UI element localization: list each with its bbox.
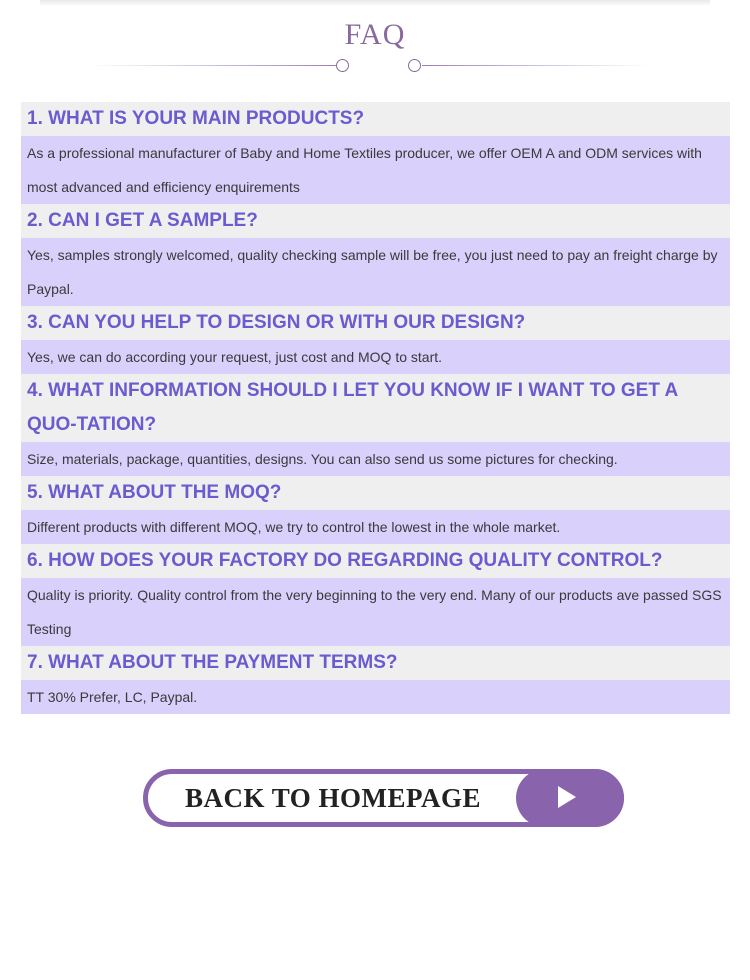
faq-answer-5: Different products with different MOQ, we try to control the lowest in the whole market. — [21, 510, 730, 544]
top-shadow — [40, 0, 710, 6]
play-icon — [558, 786, 576, 808]
faq-answer-3: Yes, we can do according your request, just cost and MOQ to start. — [21, 340, 730, 374]
faq-answer-4: Size, materials, package, quantities, designs. You can also send us some pictures for checking. — [21, 442, 730, 476]
divider-line-right — [422, 65, 650, 66]
faq-answer-6: Quality is priority. Quality control from the very beginning to the very end. Many of our products ave passed SGS Testing — [21, 578, 730, 646]
divider-dot-right — [408, 59, 421, 72]
faq-question-5: 5. WHAT ABOUT THE MOQ? — [21, 476, 730, 510]
play-button-knob[interactable] — [516, 769, 624, 827]
faq-question-6: 6. HOW DOES YOUR FACTORY DO REGARDING QUALITY CONTROL? — [21, 544, 730, 578]
faq-question-3: 3. CAN YOU HELP TO DESIGN OR WITH OUR DESIGN? — [21, 306, 730, 340]
page-title: FAQ — [344, 18, 406, 51]
faq-answer-7: TT 30% Prefer, LC, Paypal. — [21, 680, 730, 714]
faq-question-2: 2. CAN I GET A SAMPLE? — [21, 204, 730, 238]
faq-list — [21, 102, 730, 714]
back-to-homepage-label: BACK TO HOMEPAGE — [185, 783, 482, 813]
back-to-homepage-button[interactable] — [143, 769, 624, 827]
faq-question-7: 7. WHAT ABOUT THE PAYMENT TERMS? — [21, 646, 730, 680]
faq-question-1: 1. WHAT IS YOUR MAIN PRODUCTS? — [21, 102, 730, 136]
divider-line-left — [90, 65, 336, 66]
title-divider — [90, 58, 650, 74]
faq-answer-2: Yes, samples strongly welcomed, quality checking sample will be free, you just need to pay an freight charge by Paypal. — [21, 238, 730, 306]
faq-answer-1: As a professional manufacturer of Baby and Home Textiles producer, we offer OEM A and ODM services with most advanced and efficiency enquirements — [21, 136, 730, 204]
divider-dot-left — [336, 59, 349, 72]
faq-question-4: 4. WHAT INFORMATION SHOULD I LET YOU KNOW IF I WANT TO GET A QUO-TATION? — [21, 374, 730, 442]
